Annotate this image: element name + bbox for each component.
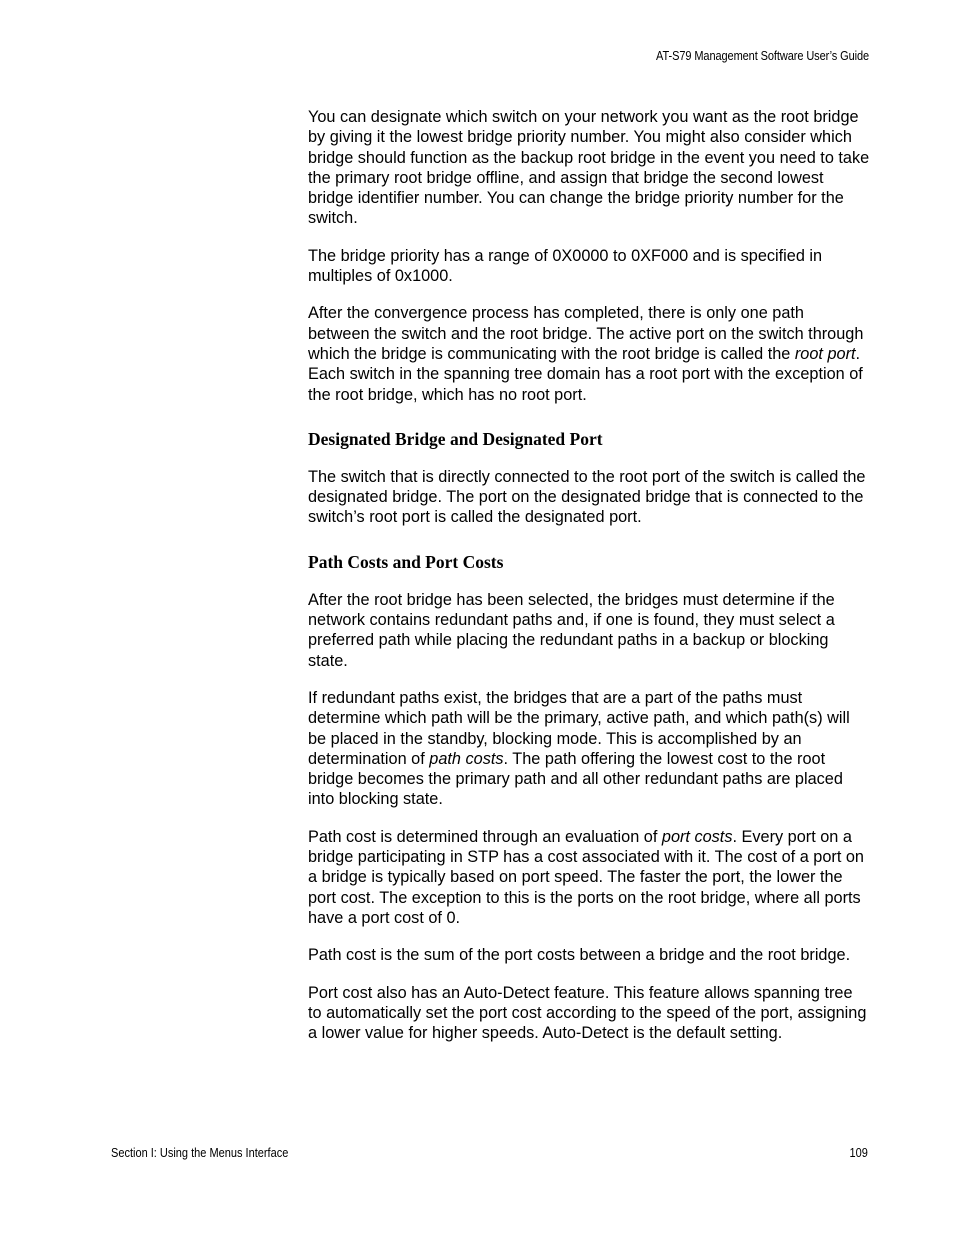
term-path-costs: path costs [429,749,504,768]
paragraph-text: After the convergence process has completed, there is only one path between the switch and the root bridge. The active port on the switch through which the bridge is communicating with the root bridge is called the [308,304,864,363]
paragraph-text: . Each switch in the spanning tree domain has a root port with the exception of the root bridge, which has no root port. [308,344,863,404]
section-heading-designated-bridge: Designated Bridge and Designated Port [308,428,603,449]
term-port-costs: port costs [661,827,733,846]
footer-section-title: Section I: Using the Menus Interface [111,1146,289,1160]
paragraph-root-port [308,303,870,404]
paragraph-root-bridge-priority: You can designate which switch on your network you want as the root bridge by giving it the lowest bridge priority number. You might also consider which bridge should function as the backup root bridge in the event you need to take the primary root bridge offline, and assign that bridge the second lowest bridge identifier number. You can change the bridge priority number for the switch. [308,108,870,228]
paragraph-text: . The path offering the lowest cost to the root bridge becomes the primary path and all other redundant paths are placed into blocking state. [308,749,843,809]
paragraph-redundant-paths: After the root bridge has been selected, the bridges must determine if the network contains redundant paths and, if one is found, they must select a preferred path while placing the redundant paths in a backup or blocking state. [308,590,835,670]
running-header: AT-S79 Management Software User’s Guide [655,49,869,63]
term-root-port: root port [794,344,856,363]
paragraph-port-costs [308,827,870,928]
footer-page-number: 109 [849,1146,868,1160]
paragraph-text: Path cost is determined through an evaluation of [308,827,662,846]
paragraph-path-cost-sum: Path cost is the sum of the port costs between a bridge and the root bridge. [308,946,851,965]
paragraph-text: If redundant paths exist, the bridges that are a part of the paths must determine which path will be the primary, active path, and which path(s) will be placed in the standby, blocking mode. This is accomplished by an determination of [308,688,850,768]
page-body [308,107,870,1060]
paragraph-text: . Every port on a bridge participating in STP has a cost associated with it. The cost of a port on a bridge is typically based on port speed. The faster the port, the lower the port cost. The exception to this is the ports on the root bridge, where all ports have a port cost of 0. [308,827,864,927]
paragraph-auto-detect: Port cost also has an Auto-Detect feature. This feature allows spanning tree to automatically set the port cost according to the speed of the port, assigning a lower value for higher speeds. Auto-Detect is the default setting. [308,983,867,1043]
section-heading-path-costs: Path Costs and Port Costs [308,551,504,572]
paragraph-designated-bridge: The switch that is directly connected to the root port of the switch is called the designated bridge. The port on the designated bridge that is connected to the switch’s root port is called the designated port. [308,467,866,527]
paragraph-priority-range: The bridge priority has a range of 0X0000 to 0XF000 and is specified in multiples of 0x1000. [308,246,823,286]
paragraph-path-costs [308,688,870,810]
